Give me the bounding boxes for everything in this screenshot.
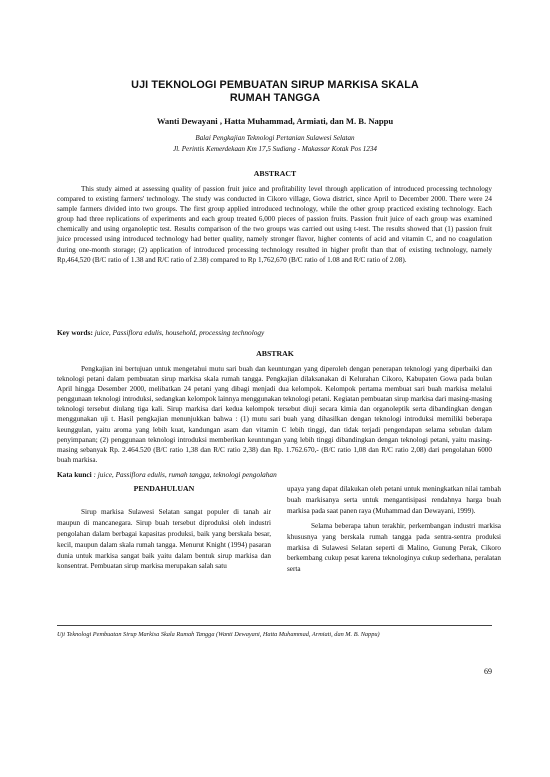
- kata-kunci-label: Kata kunci: [57, 470, 92, 479]
- abstrak-heading: ABSTRAK: [256, 349, 294, 358]
- kata-kunci: [57, 470, 492, 480]
- kata-kunci-text: : juice, Passiflora edulis, rumah tangga, teknologi pengolahan: [93, 470, 277, 479]
- right-column: [287, 484, 501, 575]
- pendahuluan-heading: PENDAHULUAN: [133, 484, 195, 493]
- keywords-label: Key words:: [57, 328, 93, 337]
- abstract-heading: ABSTRACT: [253, 169, 297, 178]
- affiliation-line-1: Balai Pengkajian Teknologi Pertanian Sulawesi Selatan: [195, 134, 355, 142]
- page-number: 69: [484, 667, 492, 676]
- left-column-paragraph: Sirup markisa Sulawesi Selatan sangat populer di tanah air maupun di mancanegara. Sirup buah tersebut diproduksi oleh industri pengolahan dalam berbagai kapasitas produksi, baik yang berskala besar, kecil, maupun dalam skala rumah tangga. Menurut Knight (1994) pasaran dunia untuk markisa sangat baik yaitu dalam bentuk sirup markisa dan konsentrat. Pembuatan sirup markisa merupakan salah satu: [57, 507, 271, 571]
- right-column-paragraph-2: Selama beberapa tahun terakhir, perkembangan industri markisa khususnya yang berskala rumah tangga pada sentra-sentra produksi markisa di Sulawesi Selatan seperti di Malino, Gunung Perak, Cikoro berkembang cukup pesat karena teknologinya cukup sederhana, peralatan serta: [287, 521, 501, 574]
- left-column: [57, 484, 271, 572]
- abstract-text: This study aimed at assessing quality of passion fruit juice and profitability level through application of introduced processing technology compared to existing farmers' technology. The study was conducted in Cikoro village, Gowa district, since April to December 2000. There were 24 sample farmers divided into two groups. The first group applied introduced technology, while the other group practiced existing technology. Each group had three replications of experiments and each group treated 6,000 pieces of passion fruits. Passion fruit juice of each group was examined chemically and using organoleptic test. Results comparison of the two groups was carried out using t-test. The results showed that (1) passion fruit juice processed using introduced technology had better quality, namely stronger flavor, higher contents of acid and vitamin C, and no coagulation during one-month storage; (2) application of introduced processing technology resulted in higher profit than that of existing technology, namely Rp,464,520 (B/C ratio of 1.38 and R/C ratio of 2.38) compared to Rp 1,762,670 (B/C ratio of 1.08 and R/C ratio of 2.08).: [57, 185, 492, 264]
- footer-divider: [57, 625, 492, 626]
- keywords: [57, 328, 492, 338]
- abstrak-text: Pengkajian ini bertujuan untuk mengetahui mutu sari buah dan keuntungan yang diperoleh dengan penerapan teknologi yang diperbaiki dan teknologi petani dalam pembuatan sirup markisa skala rumah tangga. Pengkajian dilaksanakan di Kelurahan Cikoro, Kabupaten Gowa pada bulan April hingga Desember 2000, melibatkan 24 petani yang dibagi menjadi dua kelompok. Kelompok pertama membuat sari buah markisa melalui penggunaan teknologi introduksi, sedangkan kelompok lainnya menggunakan teknologi petani. Kegiatan pembuatan sirup markisa dari masing-masing teknologi tersebut diulang tiga kali. Sirup markisa dari kedua kelompok tersebut diuji secara kimia dan organoleptik serta dibandingkan dengan menggunakan uji t. Hasil pengkajian menunjukkan bahwa : (1) mutu sari buah yang dihasilkan dengan teknologi introduksi memiliki beberapa keunggulan, yaitu aroma yang lebih kuat, kandungan asam dan vitamin C lebih tinggi, dan tidak terjadi pengendapan selama sebulan dalam penyimpanan; (2) penggunaan teknologi introduksi memberikan keuntungan yang lebih tinggi dibandingkan dengan teknologi petani, yaitu masing-masing sebanyak Rp. 2.464.520 (B/C ratio 1,38 dan R/C ratio 2,38) dan Rp. 1.762.670,- (B/C ratio 1,08 dan R/C ratio 2,08) dari pengolahan 6000 buah markisa.: [57, 365, 492, 464]
- title-line-1: UJI TEKNOLOGI PEMBUATAN SIRUP MARKISA SKALA: [131, 79, 419, 91]
- paper-title: [60, 79, 490, 105]
- running-footer: Uji Teknologi Pembuatan Sirup Markisa Skala Rumah Tangga (Wanti Dewayani, Hatta Muhammad, Armiati, dan M. B. Nappu): [57, 631, 380, 638]
- right-column-paragraph-1: upaya yang dapat dilakukan oleh petani untuk meningkatkan nilai tambah buah markisanya serta untuk mengantisipasi rendahnya harga buah markisa pada saat panen raya (Muhammad dan Dewayani, 1999).: [287, 485, 501, 515]
- authors: Wanti Dewayani , Hatta Muhammad, Armiati, dan M. B. Nappu: [156, 116, 394, 126]
- affiliation: [60, 133, 490, 154]
- title-line-2: RUMAH TANGGA: [229, 92, 321, 104]
- affiliation-line-2: Jl. Perintis Kemerdekaan Km 17,5 Sudiang - Makassar Kotak Pos 1234: [173, 144, 377, 153]
- keywords-text: juice, Passiflora edulis, household, processing technology: [94, 328, 265, 337]
